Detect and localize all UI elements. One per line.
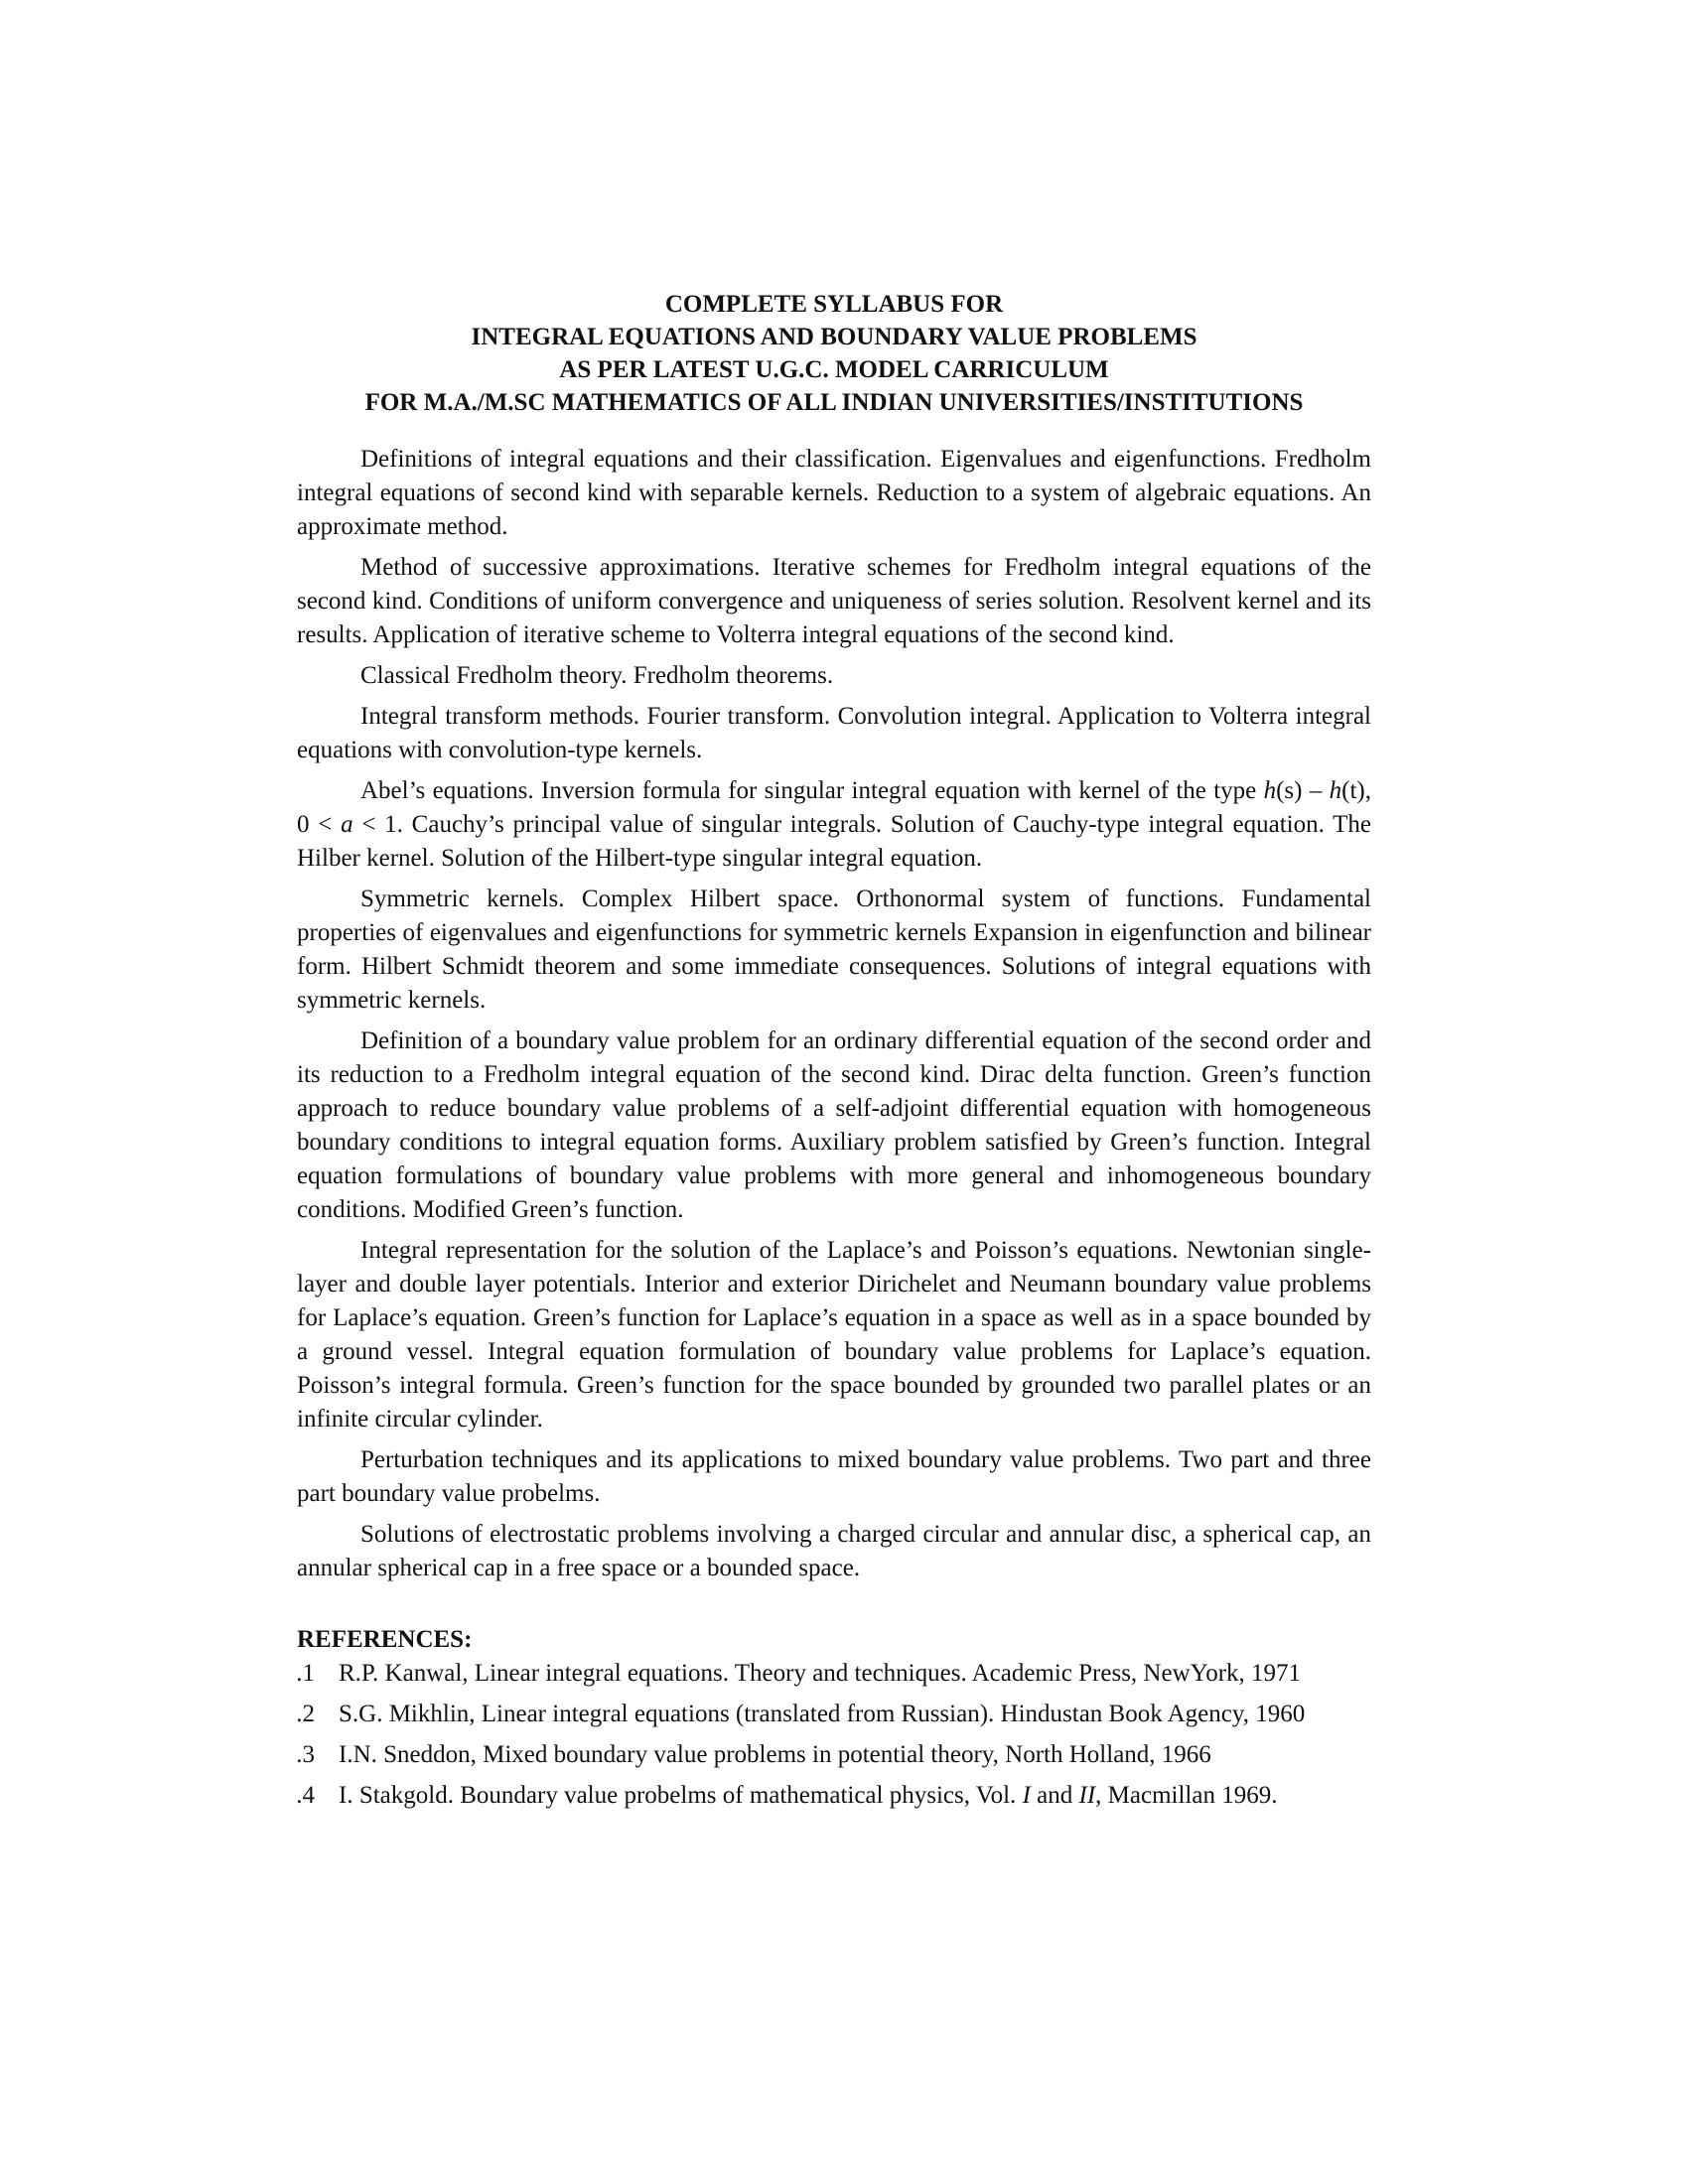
paragraph-electrostatic: Solutions of electrostatic problems involving a charged circular and annular disc, a spherical cap, an annular spherical cap in a free space or a bounded space. bbox=[297, 1521, 1371, 1581]
reference-text: I. Stakgold. Boundary value probelms of mathematical physics, Vol. I and II, Macmillan 1969. bbox=[339, 1782, 1278, 1809]
heading-line-2: INTEGRAL EQUATIONS AND BOUNDARY VALUE PROBLEMS bbox=[471, 324, 1197, 350]
references-list bbox=[297, 1657, 1371, 1813]
heading-line-3: AS PER LATEST U.G.C. MODEL CARRICULUM bbox=[559, 356, 1109, 383]
heading-line-4: FOR M.A./M.SC MATHEMATICS OF ALL INDIAN UNIVERSITIES/INSTITUTIONS bbox=[364, 389, 1304, 416]
volume-one: I bbox=[1022, 1782, 1031, 1809]
abel-text-t: (t), 0 < bbox=[297, 777, 1372, 838]
paragraph-definitions: Definitions of integral equations and their classification. Eigenvalues and eigenfunctions. Fredholm integral equations of second kind with separable kernels. Reduction to a system of algebraic equations. An approximate method. bbox=[297, 446, 1371, 540]
reference-item: 3. I.N. Sneddon, Mixed boundary value problems in potential theory, North Holland, 1966 bbox=[297, 1738, 1371, 1772]
abel-var-a: a bbox=[341, 811, 353, 838]
references-title: REFERENCES: bbox=[297, 1626, 473, 1653]
abel-text-b: < 1. Cauchy’s principal value of singular integrals. Solution of Cauchy-type integral equation. The Hilber kernel. Solution of the Hilbert-type singular integral equation. bbox=[297, 811, 1371, 872]
reference-text: R.P. Kanwal, Linear integral equations. Theory and techniques. Academic Press, NewYork, 1971 bbox=[339, 1660, 1302, 1687]
reference-item: 2. S.G. Mikhlin, Linear integral equations (translated from Russian). Hindustan Book Agency, 1960 bbox=[297, 1698, 1371, 1731]
reference-item: 4. I. Stakgold. Boundary value probelms of mathematical physics, Vol. I and II, Macmillan 1969. bbox=[297, 1779, 1371, 1813]
abel-var-h-s: h bbox=[1263, 777, 1277, 804]
volume-two: II bbox=[1078, 1782, 1096, 1809]
paragraph-fredholm-theory: Classical Fredholm theory. Fredholm theorems. bbox=[360, 662, 834, 689]
paragraph-symmetric-kernels: Symmetric kernels. Complex Hilbert space. Orthonormal system of functions. Fundamental properties of eigenvalues and eigenfunctions for symmetric kernels Expansion in eigenfunction and bilinear form. Hilbert Schmidt theorem and some immediate consequences. Solutions of integral equations with symmetric kernels. bbox=[297, 886, 1371, 1014]
paragraph-perturbation: Perturbation techniques and its applications to mixed boundary value problems. Two part and three part boundary value probelms. bbox=[297, 1446, 1371, 1507]
abel-text-a: Abel’s equations. Inversion formula for singular integral equation with kernel of the type bbox=[360, 777, 1264, 804]
paragraph-boundary-value-problem: Definition of a boundary value problem for an ordinary differential equation of the second order and its reduction to a Fredholm integral equation of the second kind. Dirac delta function. Green’s function approach to reduce boundary value problems of a self-adjoint differential equation with homogeneous boundary conditions to integral equation forms. Auxiliary problem satisfied by Green’s function. Integral equation formulations of boundary value problems with more general and inhomogeneous boundary conditions. Modified Green’s function. bbox=[297, 1027, 1371, 1223]
reference-text: S.G. Mikhlin, Linear integral equations (translated from Russian). Hindustan Book Agency, 1960 bbox=[339, 1701, 1306, 1727]
paragraph-successive-approximations: Method of successive approximations. Iterative schemes for Fredholm integral equations of the second kind. Conditions of uniform convergence and uniqueness of series solution. Resolvent kernel and its results. Application of iterative scheme to Volterra integral equations of the second kind. bbox=[297, 554, 1371, 648]
abel-var-h-t: h bbox=[1329, 777, 1342, 804]
reference-item: 1. R.P. Kanwal, Linear integral equations. Theory and techniques. Academic Press, NewYork, 1971 bbox=[297, 1657, 1371, 1691]
heading-line-1: COMPLETE SYLLABUS FOR bbox=[664, 291, 1004, 318]
syllabus-page bbox=[297, 288, 1371, 1820]
paragraph-integral-transform: Integral transform methods. Fourier transform. Convolution integral. Application to Volterra integral equations with convolution-type kernels. bbox=[297, 703, 1371, 763]
reference-text: I.N. Sneddon, Mixed boundary value problems in potential theory, North Holland, 1966 bbox=[339, 1741, 1211, 1768]
syllabus-heading bbox=[297, 288, 1371, 419]
paragraph-integral-representation: Integral representation for the solution of the Laplace’s and Poisson’s equations. Newtonian single-layer and double layer potentials. Interior and exterior Dirichelet and Neumann boundary value problems for Laplace’s equation. Green’s function for Laplace’s equation in a space as well as in a space bounded by a ground vessel. Integral equation formulation of boundary value problems for Laplace’s equation. Poisson’s integral formula. Green’s function for the space bounded by grounded two parallel plates or an infinite circular cylinder. bbox=[297, 1237, 1371, 1433]
paragraph-abel-equations bbox=[297, 774, 1371, 876]
abel-text-s: (s) – bbox=[1276, 777, 1330, 804]
